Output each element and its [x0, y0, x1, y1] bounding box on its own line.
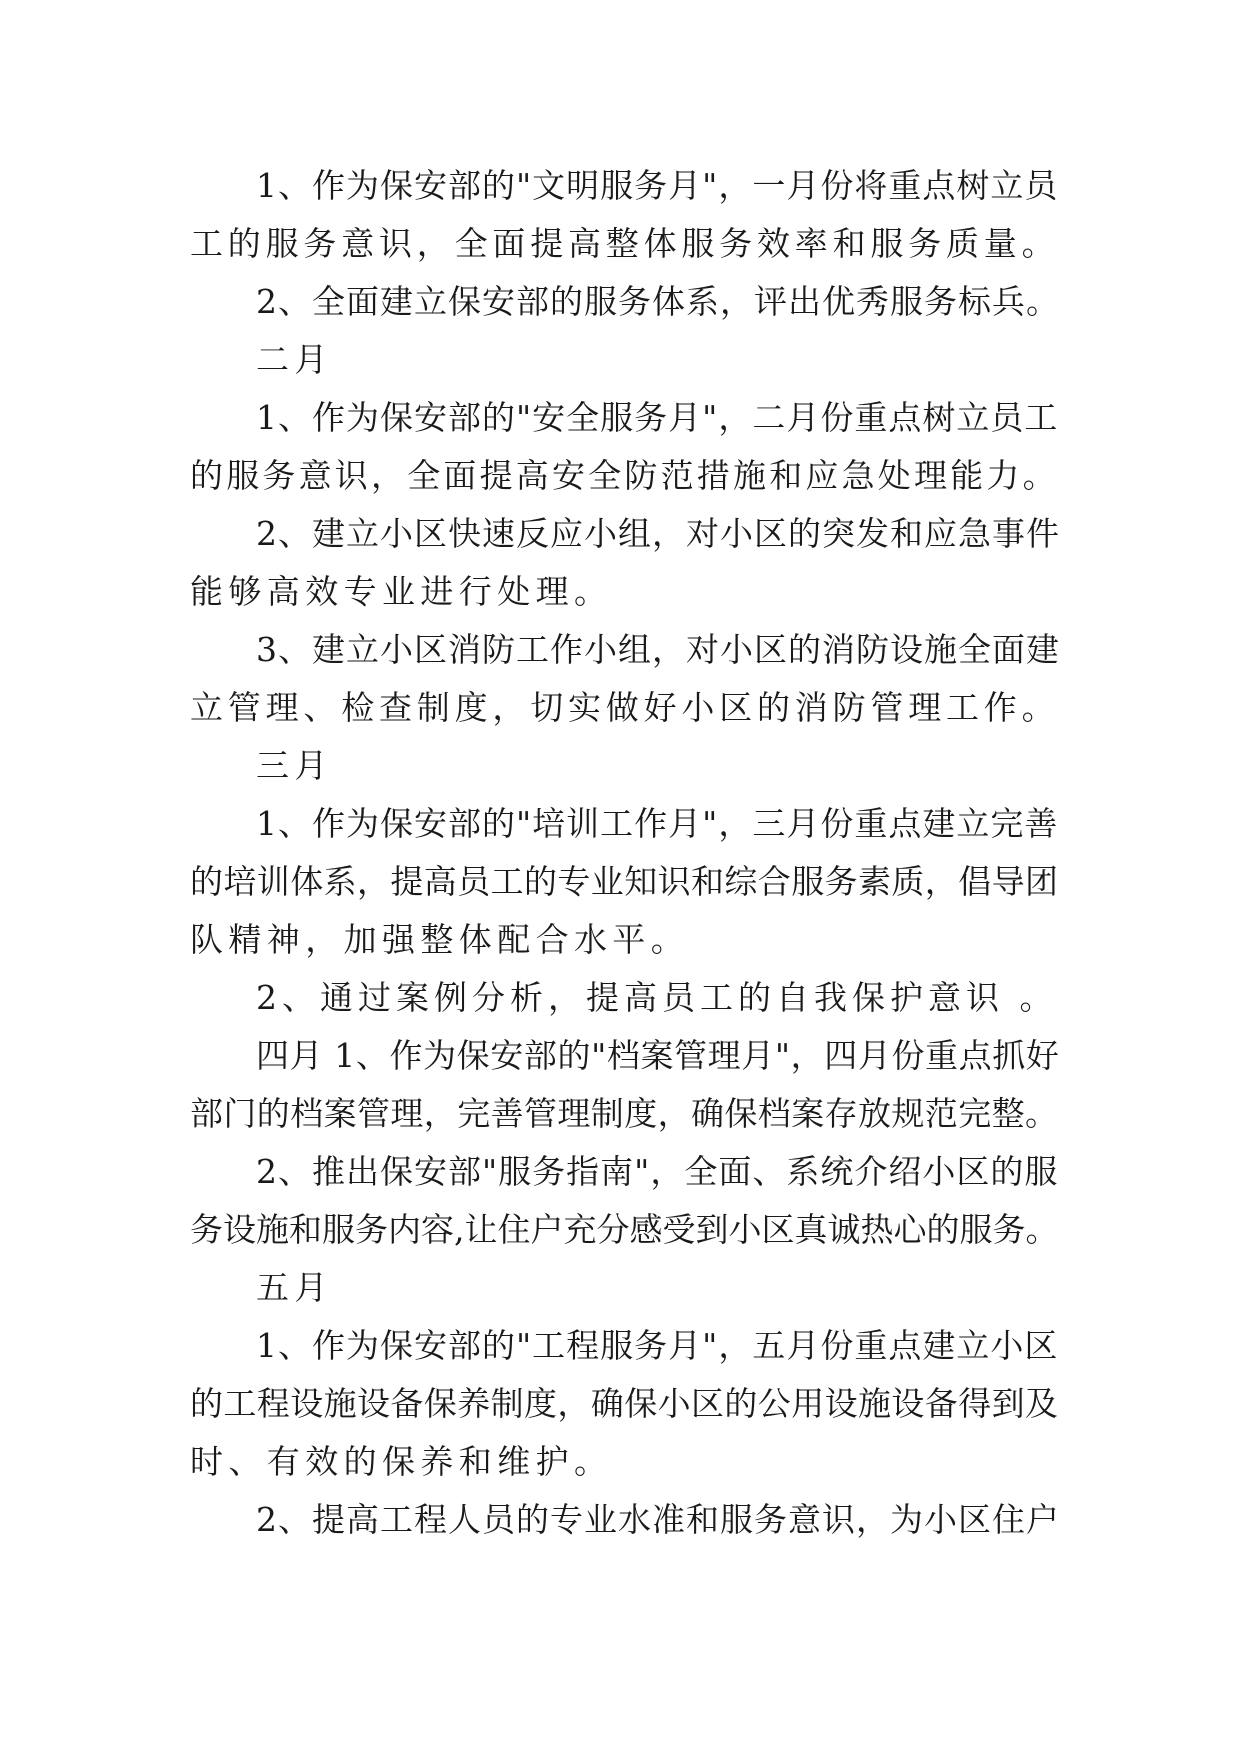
- paragraph-line: 1、作为保安部的"工程服务月"，五月份重点建立小区: [256, 1326, 1059, 1365]
- paragraph-line: 时、有效的保养和维护。: [190, 1442, 613, 1481]
- paragraph-line: 的工程设施设备保养制度，确保小区的公用设施设备得到及: [190, 1384, 1059, 1423]
- paragraph-line: 四月 1、作为保安部的"档案管理月"，四月份重点抓好: [256, 1036, 1060, 1075]
- paragraph-line: 务设施和服务内容,让住户充分感受到小区真诚热心的服务。: [190, 1210, 1059, 1249]
- paragraph-line: 2、推出保安部"服务指南"，全面、系统介绍小区的服: [256, 1152, 1059, 1191]
- paragraph-line: 的服务意识，全面提高安全防范措施和应急处理能力。: [190, 456, 1059, 495]
- paragraph-line: 3、建立小区消防工作小组，对小区的消防设施全面建: [256, 630, 1060, 669]
- paragraph-line: 1、作为保安部的"安全服务月"，二月份重点树立员工: [256, 398, 1059, 437]
- paragraph-line: 部门的档案管理，完善管理制度，确保档案存放规范完整。: [190, 1094, 1059, 1133]
- paragraph-line: 工的服务意识，全面提高整体服务效率和服务质量。: [190, 224, 1060, 263]
- paragraph-line: 1、作为保安部的"培训工作月"，三月份重点建立完善: [256, 804, 1059, 843]
- paragraph-line: 2、提高工程人员的专业水准和服务意识，为小区住户: [256, 1500, 1060, 1539]
- paragraph-line: 能够高效专业进行处理。: [190, 572, 613, 611]
- paragraph-line: 立管理、检查制度，切实做好小区的消防管理工作。: [190, 688, 1060, 727]
- section-heading: 二月: [256, 340, 333, 379]
- paragraph-line: 的培训体系，提高员工的专业知识和综合服务素质，倡导团: [190, 862, 1059, 901]
- paragraph-line: 2、通过案例分析，提高员工的自我保护意识 。: [256, 978, 1058, 1017]
- section-heading: 五月: [256, 1268, 333, 1307]
- paragraph-line: 2、全面建立保安部的服务体系，评出优秀服务标兵。: [256, 282, 1060, 321]
- section-heading: 三月: [256, 746, 333, 785]
- paragraph-line: 队精神，加强整体配合水平。: [190, 920, 690, 959]
- paragraph-line: 2、建立小区快速反应小组，对小区的突发和应急事件: [256, 514, 1060, 553]
- paragraph-line: 1、作为保安部的"文明服务月"，一月份将重点树立员: [256, 166, 1059, 205]
